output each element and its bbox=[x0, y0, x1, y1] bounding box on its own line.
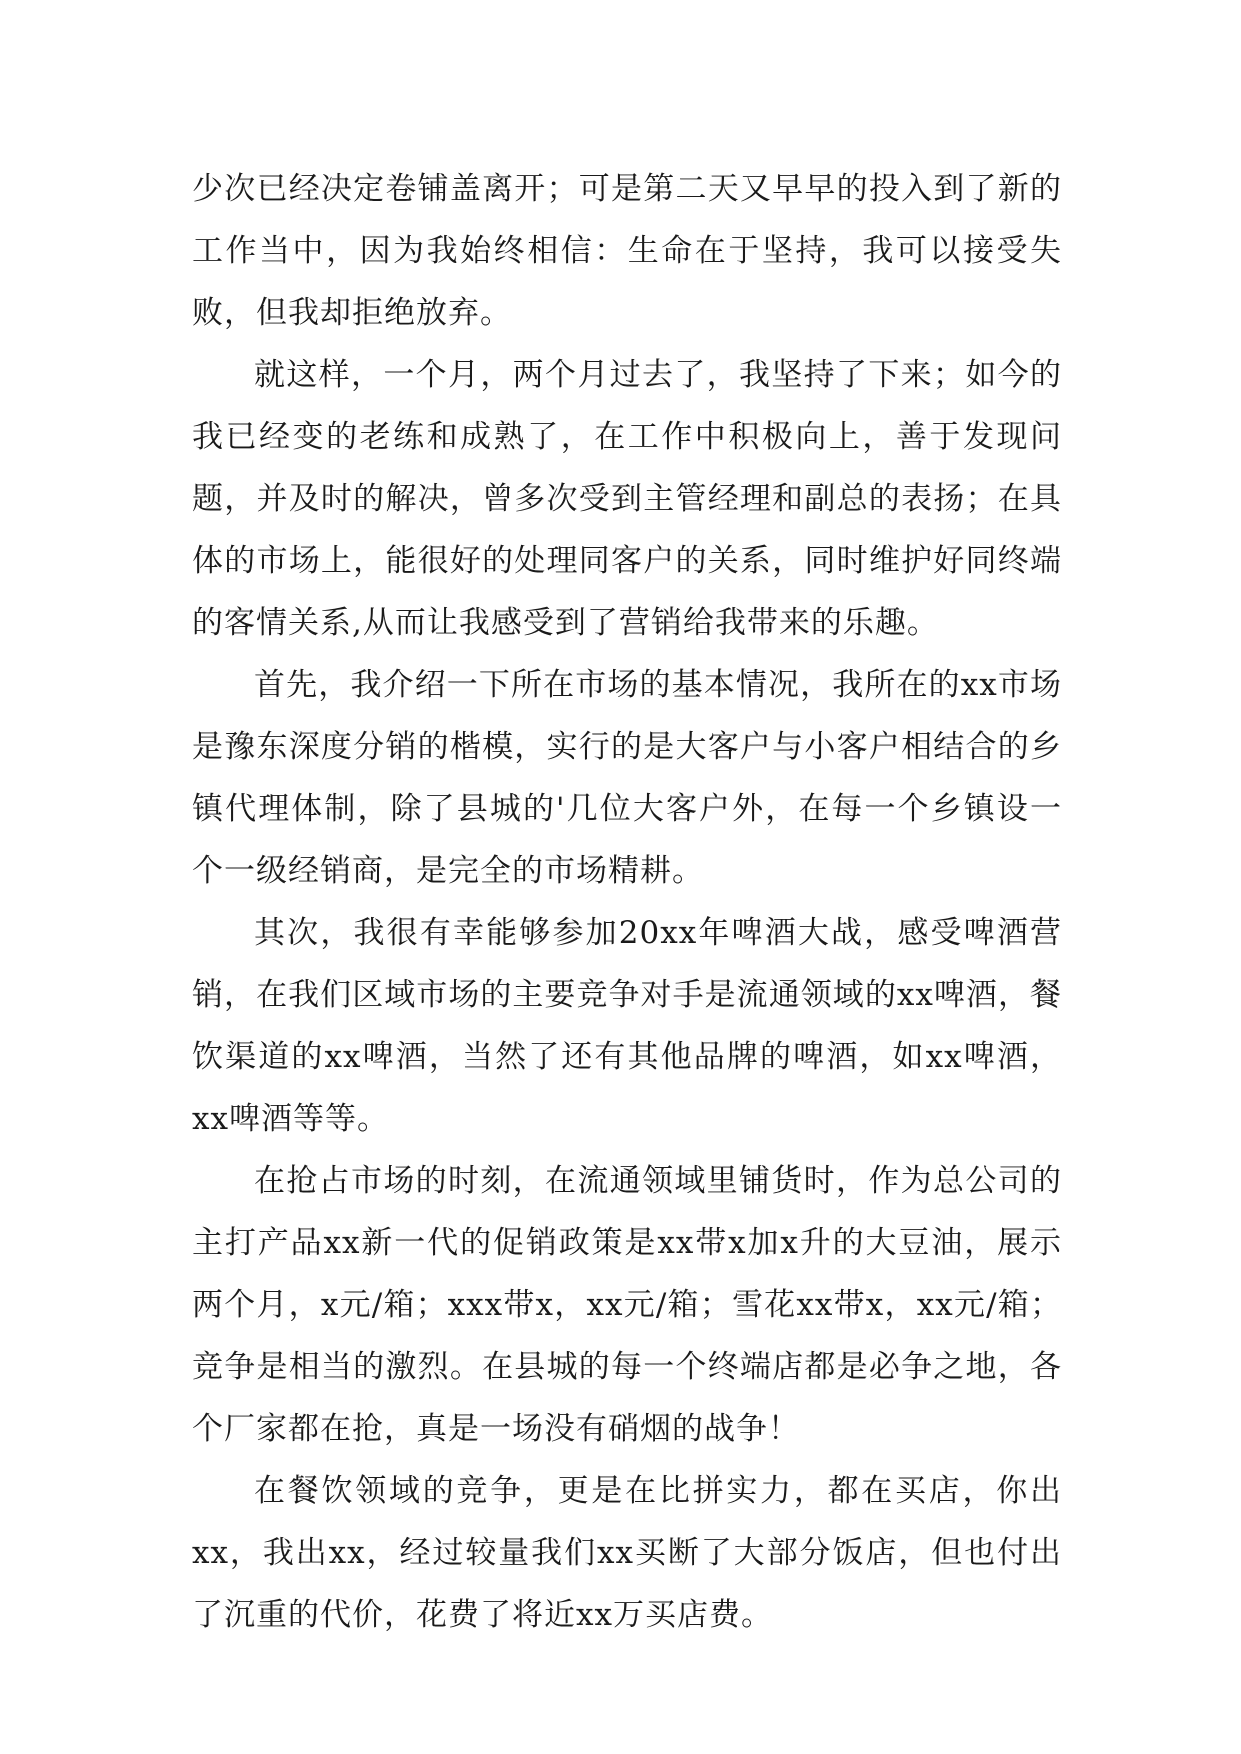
paragraph-4: 其次，我很有幸能够参加20xx年啤酒大战，感受啤酒营销，在我们区域市场的主要竞争对手是流通领域的xx啤酒，餐饮渠道的xx啤酒，当然了还有其他品牌的啤酒，如xx啤酒，xx啤酒等等。 bbox=[192, 915, 1062, 1137]
paragraph-5: 在抢占市场的时刻，在流通领域里铺货时，作为总公司的主打产品xx新一代的促销政策是xx带x加x升的大豆油，展示两个月，x元/箱；xxx带x，xx元/箱；雪花xx带x，xx元/箱；竞争是相当的激烈。在县城的每一个终端店都是必争之地，各个厂家都在抢，真是一场没有硝烟的战争！ bbox=[192, 1163, 1062, 1447]
paragraph-3: 首先，我介绍一下所在市场的基本情况，我所在的xx市场是豫东深度分销的楷模，实行的是大客户与小客户相结合的乡镇代理体制，除了县城的'几位大客户外，在每一个乡镇设一个一级经销商，是完全的市场精耕。 bbox=[192, 667, 1062, 889]
document-body bbox=[192, 158, 1062, 1646]
paragraph-2: 就这样，一个月，两个月过去了，我坚持了下来；如今的我已经变的老练和成熟了，在工作中积极向上，善于发现问题，并及时的解决，曾多次受到主管经理和副总的表扬；在具体的市场上，能很好的处理同客户的关系，同时维护好同终端的客情关系,从而让我感受到了营销给我带来的乐趣。 bbox=[192, 357, 1062, 641]
paragraph-6: 在餐饮领域的竞争，更是在比拼实力，都在买店，你出xx，我出xx，经过较量我们xx买断了大部分饭店，但也付出了沉重的代价，花费了将近xx万买店费。 bbox=[192, 1473, 1062, 1633]
paragraph-1: 少次已经决定卷铺盖离开；可是第二天又早早的投入到了新的工作当中，因为我始终相信：生命在于坚持，我可以接受失败，但我却拒绝放弃。 bbox=[192, 171, 1062, 331]
